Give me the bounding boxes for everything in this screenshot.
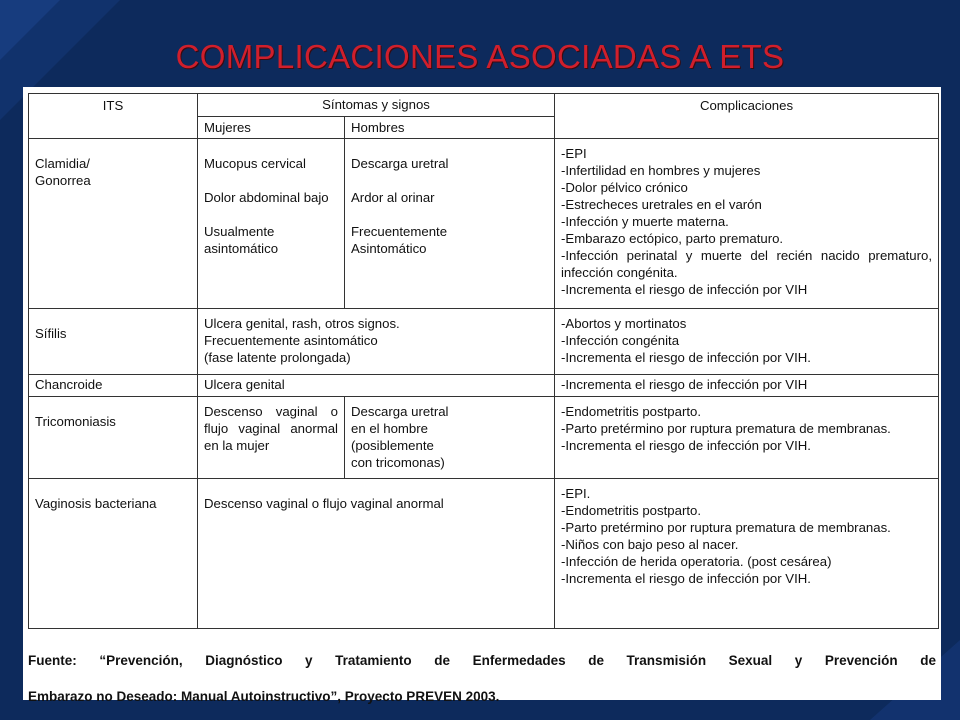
cell-mujeres: Descenso vaginal o flujo vaginal anormal en la mujer <box>198 397 345 479</box>
source-line-2: Embarazo no Deseado: Manual Autoinstructivo”, Proyecto PREVEN 2003. <box>28 689 500 704</box>
source-citation <box>28 643 936 715</box>
cell-sintomas: Ulcera genital <box>198 375 555 397</box>
cell-hombres: Descarga uretral en el hombre (posiblemente con tricomonas) <box>345 397 555 479</box>
cell-mujeres: Mucopus cervical Dolor abdominal bajo Usualmente asintomático <box>198 139 345 309</box>
table-row <box>29 375 939 397</box>
cell-its: Chancroide <box>29 375 198 397</box>
header-its: ITS <box>29 94 198 139</box>
cell-sintomas: Ulcera genital, rash, otros signos. Frecuentemente asintomático (fase latente prolongada) <box>198 309 555 375</box>
cell-complicaciones: -EPI -Infertilidad en hombres y mujeres -Dolor pélvico crónico -Estrecheces uretrales en el varón -Infección y muerte materna. -Embarazo ectópico, parto prematuro. -Infección perinatal y muerte del recién nacido prematuro, infección congénita. -Incrementa el riesgo de infección por VIH <box>555 139 939 309</box>
header-complicaciones: Complicaciones <box>555 94 939 139</box>
header-hombres: Hombres <box>345 116 555 139</box>
cell-sintomas: Descenso vaginal o flujo vaginal anormal <box>198 479 555 629</box>
complications-table <box>28 93 939 629</box>
table-row <box>29 479 939 629</box>
content-panel <box>23 87 941 704</box>
header-sintomas: Síntomas y signos <box>198 94 555 117</box>
cell-complicaciones: -Incrementa el riesgo de infección por VIH <box>555 375 939 397</box>
cell-its: Tricomoniasis <box>29 397 198 479</box>
cell-its: Vaginosis bacteriana <box>29 479 198 629</box>
cell-complicaciones: -Endometritis postparto. -Parto pretérmino por ruptura prematura de membranas. -Incrementa el riesgo de infección por VIH. <box>555 397 939 479</box>
header-mujeres: Mujeres <box>198 116 345 139</box>
cell-complicaciones: -EPI. -Endometritis postparto. -Parto pretérmino por ruptura prematura de membranas. -Niños con bajo peso al nacer. -Infección de herida operatoria. (post cesárea) -Incrementa el riesgo de infección por VIH. <box>555 479 939 629</box>
table-row <box>29 397 939 479</box>
cell-its: Clamidia/ Gonorrea <box>29 139 198 309</box>
table-row <box>29 309 939 375</box>
source-line-1: Fuente: “Prevención, Diagnóstico y Tratamiento de Enfermedades de Transmisión Sexual y Prevención de <box>28 653 936 668</box>
table-row <box>29 139 939 309</box>
slide-title: COMPLICACIONES ASOCIADAS A ETS <box>175 38 785 75</box>
cell-hombres: Descarga uretral Ardor al orinar Frecuentemente Asintomático <box>345 139 555 309</box>
cell-complicaciones: -Abortos y mortinatos -Infección congénita -Incrementa el riesgo de infección por VIH. <box>555 309 939 375</box>
cell-its: Sífilis <box>29 309 198 375</box>
